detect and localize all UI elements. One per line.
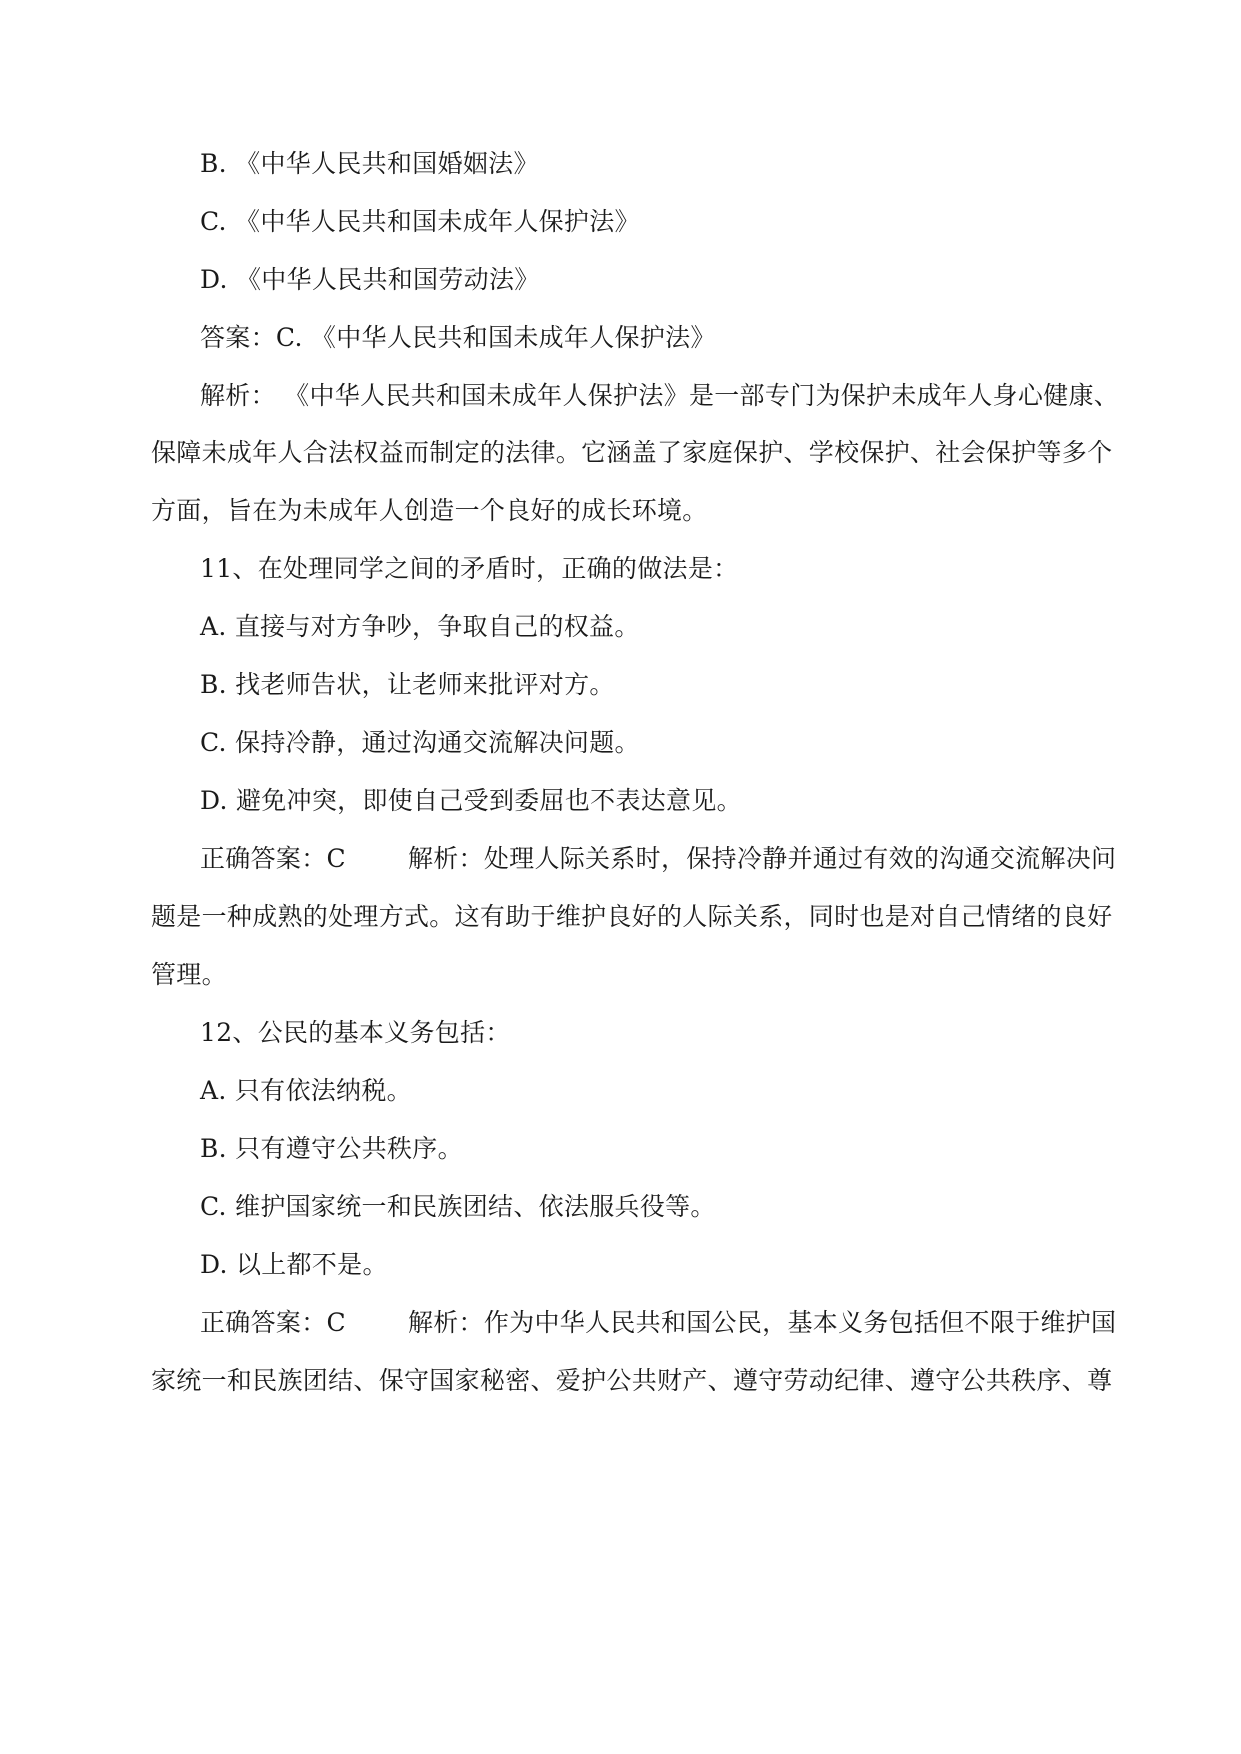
q10-analysis-line-2: 保障未成年人合法权益而制定的法律。它涵盖了家庭保护、学校保护、社会保护等多个 (151, 438, 1113, 467)
q12-option-a: A. 只有依法纳税。 (200, 1076, 412, 1105)
q10-analysis-line-1: 解析： 《中华人民共和国未成年人保护法》是一部专门为保护未成年人身心健康、 (200, 381, 1120, 410)
q11-analysis-line-3: 管理。 (151, 960, 227, 989)
q11-analysis-line-1: 解析：处理人际关系时，保持冷静并通过有效的沟通交流解决问 (407, 844, 1117, 873)
q12-answer: 正确答案：C (200, 1308, 346, 1337)
q11-answer-line (200, 843, 1116, 875)
q12-analysis-line-2: 家统一和民族团结、保守国家秘密、爱护公共财产、遵守劳动纪律、遵守公共秩序、尊 (151, 1366, 1113, 1395)
q10-option-c: C. 《中华人民共和国未成年人保护法》 (200, 207, 640, 236)
q10-answer: 答案：C. 《中华人民共和国未成年人保护法》 (200, 323, 716, 352)
q10-analysis-line-3: 方面，旨在为未成年人创造一个良好的成长环境。 (151, 496, 708, 525)
q12-analysis-line-1: 解析：作为中华人民共和国公民，基本义务包括但不限于维护国 (407, 1308, 1117, 1337)
q11-answer: 正确答案：C (200, 844, 346, 873)
q12-answer-line (200, 1307, 1116, 1339)
q12-option-c: C. 维护国家统一和民族团结、依法服兵役等。 (200, 1192, 716, 1221)
q11-analysis-line-2: 题是一种成熟的处理方式。这有助于维护良好的人际关系，同时也是对自己情绪的良好 (151, 902, 1113, 931)
q12-option-b: B. 只有遵守公共秩序。 (200, 1134, 463, 1163)
q11-option-a: A. 直接与对方争吵，争取自己的权益。 (200, 612, 640, 641)
q10-option-d: D. 《中华人民共和国劳动法》 (200, 265, 540, 294)
q12-question: 12、公民的基本义务包括： (200, 1018, 511, 1047)
q11-question: 11、在处理同学之间的矛盾时，正确的做法是： (200, 554, 739, 583)
q11-option-d: D. 避免冲突，即使自己受到委屈也不表达意见。 (200, 786, 742, 815)
q10-option-b: B. 《中华人民共和国婚姻法》 (200, 149, 539, 178)
q11-option-c: C. 保持冷静，通过沟通交流解决问题。 (200, 728, 640, 757)
q11-option-b: B. 找老师告状，让老师来批评对方。 (200, 670, 615, 699)
q12-option-d: D. 以上都不是。 (200, 1250, 388, 1279)
